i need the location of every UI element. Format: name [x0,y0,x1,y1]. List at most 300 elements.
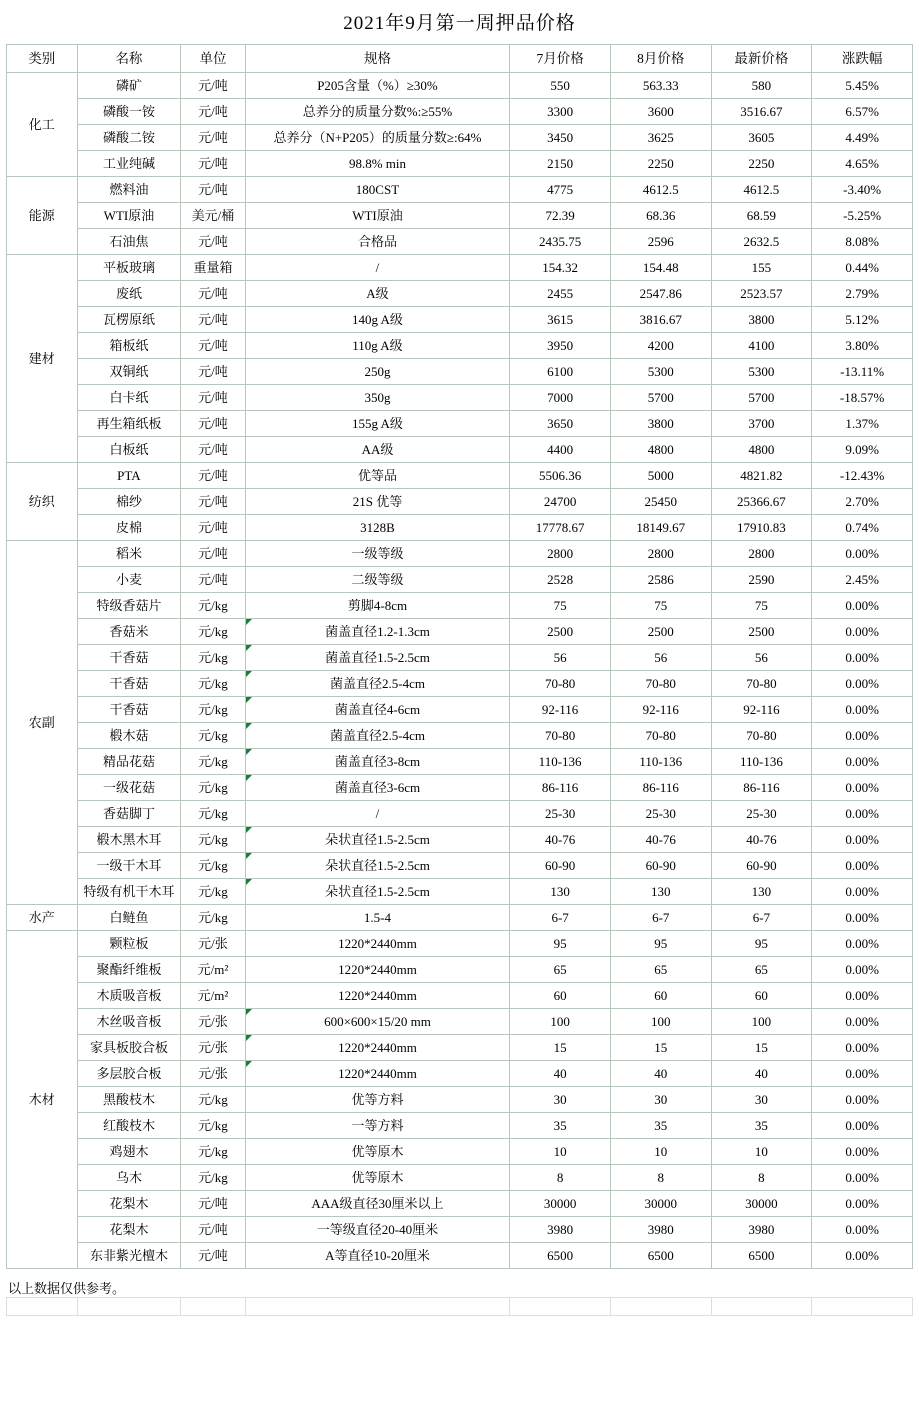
header-latest-price: 最新价格 [711,45,812,73]
latest-price-cell: 10 [711,1139,812,1165]
july-price-cell: 6100 [510,359,611,385]
header-row [7,45,913,73]
unit-cell: 元/张 [181,1009,245,1035]
latest-price-cell: 30 [711,1087,812,1113]
july-price-cell: 65 [510,957,611,983]
change-cell: 8.08% [812,229,913,255]
change-cell: 0.00% [812,619,913,645]
spec-cell: 21S 优等 [245,489,510,515]
august-price-cell: 2500 [610,619,711,645]
table-row [7,983,913,1009]
unit-cell: 元/吨 [181,515,245,541]
category-cell: 木材 [7,931,78,1269]
spec-cell: A等直径10-20厘米 [245,1243,510,1269]
table-row [7,307,913,333]
july-price-cell: 2150 [510,151,611,177]
unit-cell: 元/张 [181,931,245,957]
change-cell: 6.57% [812,99,913,125]
table-row [7,1298,913,1316]
category-cell: 水产 [7,905,78,931]
unit-cell: 元/m² [181,957,245,983]
july-price-cell: 2455 [510,281,611,307]
latest-price-cell: 2250 [711,151,812,177]
change-cell: 0.00% [812,1139,913,1165]
spec-cell: AAA级直径30厘米以上 [245,1191,510,1217]
table-row [7,437,913,463]
table-row [7,1217,913,1243]
table-row [7,619,913,645]
august-price-cell: 3800 [610,411,711,437]
change-cell: 0.00% [812,1113,913,1139]
name-cell: 瓦楞原纸 [77,307,181,333]
table-row [7,73,913,99]
latest-price-cell: 130 [711,879,812,905]
latest-price-cell: 56 [711,645,812,671]
latest-price-cell: 6500 [711,1243,812,1269]
table-row [7,177,913,203]
unit-cell: 元/m² [181,983,245,1009]
spec-cell: 总养分的质量分数%:≥55% [245,99,510,125]
unit-cell: 元/吨 [181,437,245,463]
latest-price-cell: 15 [711,1035,812,1061]
table-row [7,281,913,307]
unit-cell: 元/kg [181,619,245,645]
july-price-cell: 3615 [510,307,611,333]
name-cell: 干香菇 [77,697,181,723]
spec-cell: 优等原木 [245,1139,510,1165]
spec-cell: A级 [245,281,510,307]
unit-cell: 元/吨 [181,1217,245,1243]
name-cell: 特级有机干木耳 [77,879,181,905]
august-price-cell: 6500 [610,1243,711,1269]
july-price-cell: 2528 [510,567,611,593]
latest-price-cell: 3700 [711,411,812,437]
august-price-cell: 40-76 [610,827,711,853]
name-cell: 平板玻璃 [77,255,181,281]
unit-cell: 元/吨 [181,177,245,203]
unit-cell: 元/kg [181,645,245,671]
table-row [7,749,913,775]
spec-cell: 1.5-4 [245,905,510,931]
spec-cell: 250g [245,359,510,385]
august-price-cell: 3816.67 [610,307,711,333]
august-price-cell: 5300 [610,359,711,385]
latest-price-cell: 2632.5 [711,229,812,255]
august-price-cell: 3625 [610,125,711,151]
change-cell: 1.37% [812,411,913,437]
latest-price-cell: 4800 [711,437,812,463]
spec-cell: 98.8% min [245,151,510,177]
name-cell: 花梨木 [77,1191,181,1217]
empty-trailing-rows [6,1297,913,1316]
change-cell: -13.11% [812,359,913,385]
july-price-cell: 15 [510,1035,611,1061]
name-cell: 废纸 [77,281,181,307]
august-price-cell: 2250 [610,151,711,177]
table-row [7,567,913,593]
name-cell: 再生箱纸板 [77,411,181,437]
page-title: 2021年9月第一周押品价格 [343,13,576,34]
change-cell: 3.80% [812,333,913,359]
july-price-cell: 3300 [510,99,611,125]
table-row [7,1191,913,1217]
header-spec: 规格 [245,45,510,73]
august-price-cell: 30 [610,1087,711,1113]
change-cell: 0.00% [812,1217,913,1243]
spec-cell: 优等品 [245,463,510,489]
table-row [7,229,913,255]
category-cell: 能源 [7,177,78,255]
table-row [7,515,913,541]
unit-cell: 元/kg [181,775,245,801]
august-price-cell: 25450 [610,489,711,515]
table-row [7,827,913,853]
unit-cell: 元/kg [181,853,245,879]
august-price-cell: 2596 [610,229,711,255]
august-price-cell: 75 [610,593,711,619]
table-row [7,1087,913,1113]
change-cell: 0.00% [812,931,913,957]
unit-cell: 元/张 [181,1035,245,1061]
july-price-cell: 35 [510,1113,611,1139]
category-cell: 农副 [7,541,78,905]
table-row [7,593,913,619]
spec-cell: 155g A级 [245,411,510,437]
name-cell: 干香菇 [77,645,181,671]
change-cell: 0.00% [812,1087,913,1113]
change-cell: -3.40% [812,177,913,203]
spec-cell: / [245,801,510,827]
change-cell: -5.25% [812,203,913,229]
table-row [7,1165,913,1191]
august-price-cell: 70-80 [610,671,711,697]
change-cell: 0.00% [812,853,913,879]
change-cell: 5.45% [812,73,913,99]
latest-price-cell: 2523.57 [711,281,812,307]
latest-price-cell: 110-136 [711,749,812,775]
name-cell: 颗粒板 [77,931,181,957]
unit-cell: 元/kg [181,1165,245,1191]
unit-cell: 元/吨 [181,1191,245,1217]
july-price-cell: 2435.75 [510,229,611,255]
spec-cell: 菌盖直径3-8cm [245,749,510,775]
july-price-cell: 4400 [510,437,611,463]
unit-cell: 元/kg [181,1113,245,1139]
table-row [7,1035,913,1061]
name-cell: 小麦 [77,567,181,593]
spec-cell: 一等方料 [245,1113,510,1139]
latest-price-cell: 70-80 [711,723,812,749]
july-price-cell: 6-7 [510,905,611,931]
table-row [7,853,913,879]
unit-cell: 元/kg [181,827,245,853]
unit-cell: 元/吨 [181,541,245,567]
change-cell: 0.00% [812,541,913,567]
header-july-price: 7月价格 [510,45,611,73]
name-cell: 聚酯纤维板 [77,957,181,983]
table-row [7,541,913,567]
table-row [7,1243,913,1269]
august-price-cell: 18149.67 [610,515,711,541]
august-price-cell: 25-30 [610,801,711,827]
latest-price-cell: 70-80 [711,671,812,697]
spec-cell: AA级 [245,437,510,463]
august-price-cell: 5000 [610,463,711,489]
latest-price-cell: 3980 [711,1217,812,1243]
july-price-cell: 86-116 [510,775,611,801]
august-price-cell: 8 [610,1165,711,1191]
july-price-cell: 8 [510,1165,611,1191]
table-row [7,203,913,229]
name-cell: 工业纯碱 [77,151,181,177]
spec-cell: 菌盖直径3-6cm [245,775,510,801]
latest-price-cell: 4100 [711,333,812,359]
spec-cell: 优等方料 [245,1087,510,1113]
unit-cell: 元/张 [181,1061,245,1087]
july-price-cell: 92-116 [510,697,611,723]
unit-cell: 元/kg [181,879,245,905]
unit-cell: 元/kg [181,593,245,619]
july-price-cell: 3950 [510,333,611,359]
table-row [7,905,913,931]
spec-cell: 1220*2440mm [245,1035,510,1061]
table-row [7,775,913,801]
latest-price-cell: 35 [711,1113,812,1139]
unit-cell: 元/吨 [181,151,245,177]
name-cell: 石油焦 [77,229,181,255]
change-cell: 2.70% [812,489,913,515]
table-row [7,125,913,151]
change-cell: 0.00% [812,749,913,775]
change-cell: 5.12% [812,307,913,333]
august-price-cell: 3600 [610,99,711,125]
spec-cell: WTI原油 [245,203,510,229]
july-price-cell: 30 [510,1087,611,1113]
spec-cell: 朵状直径1.5-2.5cm [245,853,510,879]
july-price-cell: 40-76 [510,827,611,853]
table-row [7,151,913,177]
unit-cell: 元/吨 [181,125,245,151]
name-cell: 木丝吸音板 [77,1009,181,1035]
spec-cell: 二级等级 [245,567,510,593]
unit-cell: 元/kg [181,905,245,931]
unit-cell: 元/kg [181,1139,245,1165]
change-cell: 0.74% [812,515,913,541]
name-cell: 精品花菇 [77,749,181,775]
name-cell: 多层胶合板 [77,1061,181,1087]
name-cell: 红酸枝木 [77,1113,181,1139]
header-category: 类别 [7,45,78,73]
name-cell: 磷酸二铵 [77,125,181,151]
august-price-cell: 30000 [610,1191,711,1217]
unit-cell: 元/吨 [181,307,245,333]
change-cell: 0.00% [812,645,913,671]
name-cell: WTI原油 [77,203,181,229]
spec-cell: 1220*2440mm [245,957,510,983]
spec-cell: 菌盖直径1.2-1.3cm [245,619,510,645]
unit-cell: 元/吨 [181,489,245,515]
july-price-cell: 95 [510,931,611,957]
change-cell: 0.00% [812,957,913,983]
july-price-cell: 550 [510,73,611,99]
change-cell: 0.00% [812,1009,913,1035]
latest-price-cell: 25-30 [711,801,812,827]
latest-price-cell: 40-76 [711,827,812,853]
august-price-cell: 15 [610,1035,711,1061]
table-body [7,73,913,1269]
july-price-cell: 70-80 [510,723,611,749]
spec-cell: 合格品 [245,229,510,255]
august-price-cell: 35 [610,1113,711,1139]
table-row [7,1113,913,1139]
change-cell: 4.65% [812,151,913,177]
change-cell: 0.00% [812,983,913,1009]
spec-cell: 600×600×15/20 mm [245,1009,510,1035]
table-row [7,931,913,957]
august-price-cell: 40 [610,1061,711,1087]
august-price-cell: 154.48 [610,255,711,281]
name-cell: 皮棉 [77,515,181,541]
unit-cell: 元/kg [181,671,245,697]
july-price-cell: 4775 [510,177,611,203]
latest-price-cell: 3516.67 [711,99,812,125]
august-price-cell: 4800 [610,437,711,463]
table-row [7,645,913,671]
table-row [7,255,913,281]
july-price-cell: 60 [510,983,611,1009]
spec-cell: 朵状直径1.5-2.5cm [245,827,510,853]
august-price-cell: 2800 [610,541,711,567]
july-price-cell: 60-90 [510,853,611,879]
table-row [7,879,913,905]
table-row [7,723,913,749]
latest-price-cell: 68.59 [711,203,812,229]
change-cell: 0.00% [812,593,913,619]
table-row [7,463,913,489]
name-cell: 稻米 [77,541,181,567]
latest-price-cell: 580 [711,73,812,99]
spec-cell: 朵状直径1.5-2.5cm [245,879,510,905]
july-price-cell: 100 [510,1009,611,1035]
latest-price-cell: 2590 [711,567,812,593]
change-cell: 0.00% [812,801,913,827]
change-cell: -12.43% [812,463,913,489]
category-cell: 建材 [7,255,78,463]
name-cell: 箱板纸 [77,333,181,359]
footnote: 以上数据仅供参考。 [8,1281,126,1296]
table-row [7,359,913,385]
july-price-cell: 2800 [510,541,611,567]
august-price-cell: 5700 [610,385,711,411]
unit-cell: 元/吨 [181,359,245,385]
unit-cell: 元/吨 [181,281,245,307]
august-price-cell: 4612.5 [610,177,711,203]
july-price-cell: 30000 [510,1191,611,1217]
change-cell: 2.79% [812,281,913,307]
unit-cell: 元/吨 [181,463,245,489]
july-price-cell: 7000 [510,385,611,411]
name-cell: 黑酸枝木 [77,1087,181,1113]
latest-price-cell: 6-7 [711,905,812,931]
latest-price-cell: 8 [711,1165,812,1191]
name-cell: 双铜纸 [77,359,181,385]
name-cell: 一级花菇 [77,775,181,801]
table-row [7,1009,913,1035]
latest-price-cell: 155 [711,255,812,281]
change-cell: 0.00% [812,1243,913,1269]
name-cell: 乌木 [77,1165,181,1191]
july-price-cell: 40 [510,1061,611,1087]
spec-cell: 菌盖直径2.5-4cm [245,723,510,749]
name-cell: 一级干木耳 [77,853,181,879]
july-price-cell: 17778.67 [510,515,611,541]
july-price-cell: 72.39 [510,203,611,229]
july-price-cell: 10 [510,1139,611,1165]
table-row [7,1139,913,1165]
unit-cell: 元/吨 [181,333,245,359]
unit-cell: 元/吨 [181,1243,245,1269]
name-cell: PTA [77,463,181,489]
name-cell: 椴木黑木耳 [77,827,181,853]
july-price-cell: 6500 [510,1243,611,1269]
header-name: 名称 [77,45,181,73]
name-cell: 棉纱 [77,489,181,515]
change-cell: 9.09% [812,437,913,463]
august-price-cell: 86-116 [610,775,711,801]
change-cell: 0.00% [812,697,913,723]
change-cell: -18.57% [812,385,913,411]
july-price-cell: 56 [510,645,611,671]
unit-cell: 元/kg [181,1087,245,1113]
spec-cell: 1220*2440mm [245,983,510,1009]
july-price-cell: 3650 [510,411,611,437]
header-change: 涨跌幅 [812,45,913,73]
august-price-cell: 65 [610,957,711,983]
change-cell: 0.00% [812,1061,913,1087]
latest-price-cell: 2500 [711,619,812,645]
latest-price-cell: 40 [711,1061,812,1087]
change-cell: 0.00% [812,1165,913,1191]
august-price-cell: 2586 [610,567,711,593]
july-price-cell: 3980 [510,1217,611,1243]
change-cell: 0.00% [812,827,913,853]
spec-cell: 菌盖直径4-6cm [245,697,510,723]
header-unit: 单位 [181,45,245,73]
unit-cell: 元/kg [181,723,245,749]
change-cell: 0.00% [812,775,913,801]
name-cell: 磷酸一铵 [77,99,181,125]
latest-price-cell: 5700 [711,385,812,411]
latest-price-cell: 92-116 [711,697,812,723]
spec-cell: 140g A级 [245,307,510,333]
change-cell: 0.00% [812,1035,913,1061]
unit-cell: 元/吨 [181,385,245,411]
name-cell: 特级香菇片 [77,593,181,619]
spec-cell: 菌盖直径1.5-2.5cm [245,645,510,671]
august-price-cell: 6-7 [610,905,711,931]
spec-cell: 3128B [245,515,510,541]
change-cell: 0.00% [812,879,913,905]
latest-price-cell: 95 [711,931,812,957]
name-cell: 干香菇 [77,671,181,697]
name-cell: 花梨木 [77,1217,181,1243]
august-price-cell: 95 [610,931,711,957]
unit-cell: 元/吨 [181,73,245,99]
august-price-cell: 68.36 [610,203,711,229]
table-header [7,45,913,73]
july-price-cell: 70-80 [510,671,611,697]
name-cell: 香菇米 [77,619,181,645]
